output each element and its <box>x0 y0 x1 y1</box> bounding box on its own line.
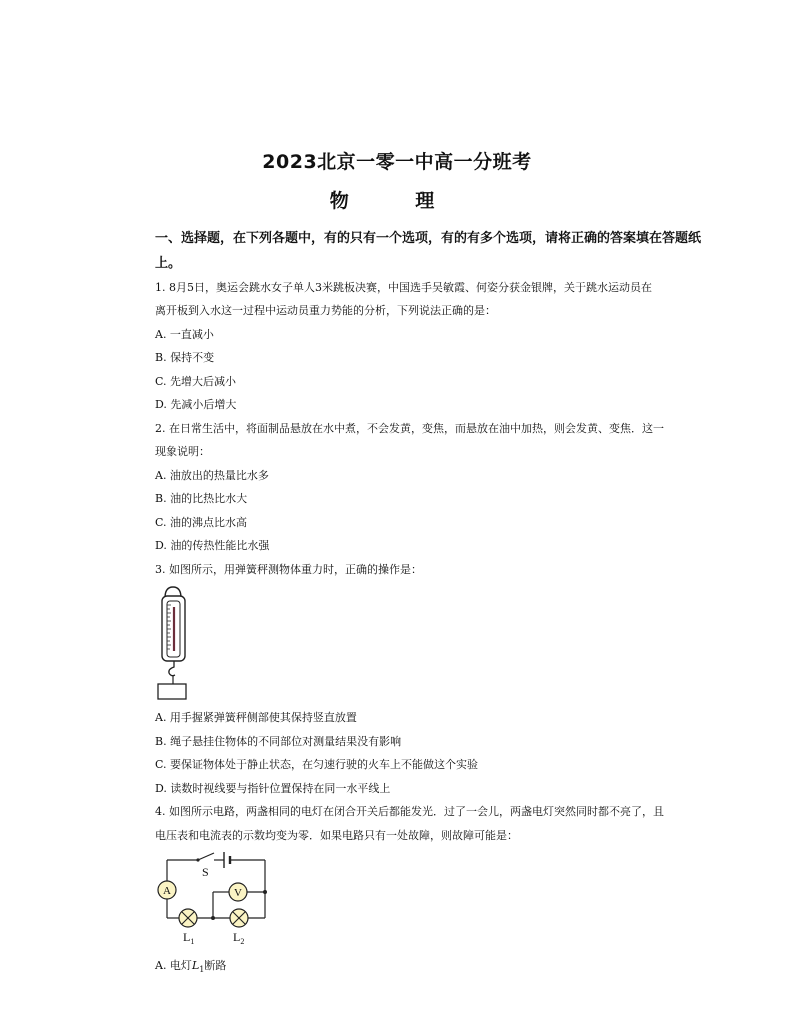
lamp-l1-icon <box>179 909 197 927</box>
q1-option-c: C. 先增大后减小 <box>155 375 237 388</box>
junction-node-icon <box>263 890 267 894</box>
q3-option-d: D. 读数时视线要与指针位置保持在同一水平线上 <box>155 782 391 795</box>
switch-label: S <box>202 865 209 879</box>
switch-pivot-icon <box>196 858 199 861</box>
q1-stem-line-2: 离开板到入水这一过程中运动员重力势能的分析，下列说法正确的是： <box>155 304 496 317</box>
spring-scale-figure <box>154 583 194 703</box>
voltmeter-label: V <box>234 887 242 899</box>
q2-stem-line-1: 2. 在日常生活中，将面制品悬放在水中煮，不会发黄，变焦，而悬放在油中加热，则会发黄、变焦．这一 <box>155 422 664 435</box>
q3-option-c: C. 要保证物体处于静止状态，在匀速行驶的火车上不能做这个实验 <box>155 758 479 771</box>
q1-option-b: B. 保持不变 <box>155 351 215 364</box>
q1-option-a: A. 一直减小 <box>155 328 214 341</box>
q2-option-c: C. 油的沸点比水高 <box>155 516 248 529</box>
circuit-diagram <box>150 848 275 948</box>
lamp-l2-icon <box>230 909 248 927</box>
q4-option-a <box>155 957 226 974</box>
q3-stem: 3. 如图所示，用弹簧秤测物体重力时，正确的操作是： <box>155 563 422 576</box>
section-heading: 一、选择题，在下列各题中，有的只有一个选项，有的有多个选项，请将正确的答案填在答题纸上。 <box>155 231 702 271</box>
q1-option-d: D. 先减小后增大 <box>155 398 237 411</box>
subject-title: 物 理 <box>329 190 465 212</box>
ammeter-icon <box>158 881 176 899</box>
q4-stem-line-1: 4. 如图所示电路，两盏相同的电灯在闭合开关后都能发光．过了一会儿，两盏电灯突然同时都不亮了，且 <box>155 805 664 818</box>
q2-option-b: B. 油的比热比水大 <box>155 492 248 505</box>
q4-option-a-prefix: A. 电灯 <box>155 959 192 972</box>
q4-stem-line-2: 电压表和电流表的示数均变为零．如果电路只有一处故障，则故障可能是： <box>155 829 518 842</box>
spring-scale-icon <box>158 587 186 699</box>
q4-option-a-lamp: L <box>191 959 200 972</box>
lamp-l1-label: $L_1$ <box>183 930 195 946</box>
q2-option-a: A. 油放出的热量比水多 <box>155 469 269 482</box>
q2-stem-line-2: 现象说明： <box>155 445 210 458</box>
q3-option-a: A. 用手握紧弹簧秤侧部使其保持竖直放置 <box>155 711 357 724</box>
q1-stem-line-1: 1. 8月5日，奥运会跳水女子单人3米跳板决赛，中国选手吴敏霞、何姿分获金银牌，关于跳水运动员在 <box>155 281 652 294</box>
junction-node-icon <box>211 916 215 920</box>
q4-option-a-tail: 断路 <box>204 959 227 972</box>
q3-option-b: B. 绳子悬挂住物体的不同部位对测量结果没有影响 <box>155 735 402 748</box>
ammeter-label: A <box>163 885 171 897</box>
exam-title: 2023北京一零一中高一分班考 <box>262 151 532 173</box>
q4-option-a-sub: 1 <box>199 965 205 975</box>
lamp-l2-label: $L_2$ <box>233 930 245 946</box>
q2-option-d: D. 油的传热性能比水强 <box>155 539 270 552</box>
voltmeter-icon <box>229 883 247 901</box>
